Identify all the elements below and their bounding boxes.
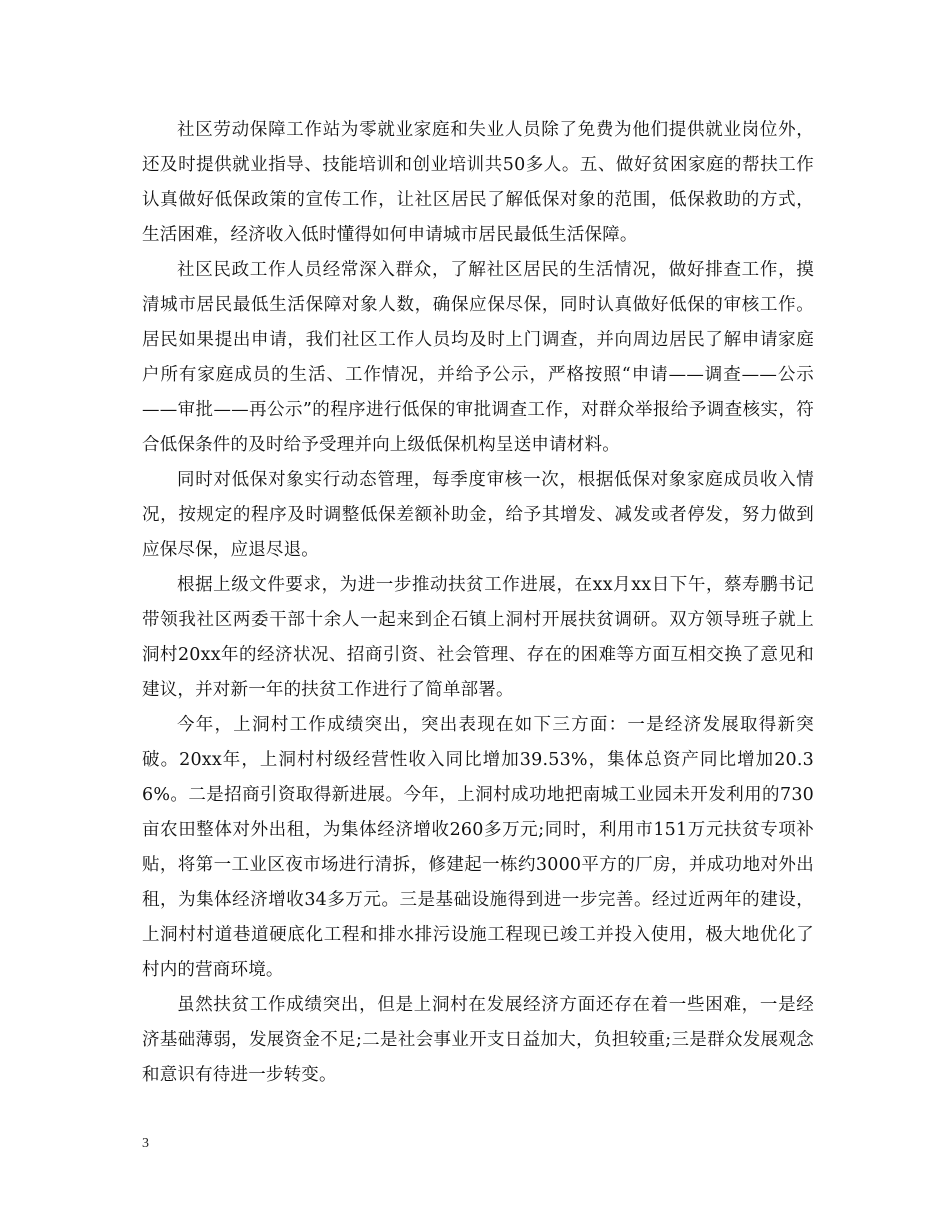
paragraph-civil-affairs-review: 社区民政工作人员经常深入群众，了解社区居民的生活情况，做好排查工作，摸清城市居民最低生活保障对象人数，确保应保尽保，同时认真做好低保的审核工作。居民如果提出申请，我们社区工作人员均及时上门调查，并向周边居民了解申请家庭户所有家庭成员的生活、工作情况，并给予公示，严格按照“申请——调查——公示——审批——再公示”的程序进行低保的审批调查工作，对群众举报给予调查核实，符合低保条件的及时给予受理并向上级低保机构呈送申请材料。 bbox=[142, 260, 814, 455]
page-number: 3 bbox=[142, 1136, 149, 1151]
document-body bbox=[142, 113, 814, 1093]
paragraph-achievements: 今年，上洞村工作成绩突出，突出表现在如下三方面：一是经济发展取得新突破。20xx年，上洞村村级经营性收入同比增加39.53%，集体总资产同比增加20.36%。二是招商引资取得新进展。今年，上洞村成功地把南城工业园未开发利用的730亩农田整体对外出租，为集体经济增收260多万元;同时，利用市151万元扶贫专项补贴，将第一工业区夜市场进行清拆，修建起一栋约3000平方的厂房，并成功地对外出租，为集体经济增收34多万元。三是基础设施得到进一步完善。经过近两年的建设，上洞村村道巷道硬底化工程和排水排污设施工程现已竣工并投入使用，极大地优化了村内的营商环境。 bbox=[142, 715, 814, 980]
paragraph-poverty-research: 根据上级文件要求，为进一步推动扶贫工作进展，在xx月xx日下午，蔡寿鹏书记带领我社区两委干部十余人一起来到企石镇上洞村开展扶贫调研。双方领导班子就上洞村20xx年的经济状况、招商引资、社会管理、存在的困难等方面互相交换了意见和建议，并对新一年的扶贫工作进行了简单部署。 bbox=[142, 575, 814, 700]
paragraph-dynamic-management: 同时对低保对象实行动态管理，每季度审核一次，根据低保对象家庭成员收入情况，按规定的程序及时调整低保差额补助金，给予其增发、减发或者停发，努力做到应保尽保，应退尽退。 bbox=[142, 470, 814, 560]
paragraph-employment-assistance: 社区劳动保障工作站为零就业家庭和失业人员除了免费为他们提供就业岗位外，还及时提供就业指导、技能培训和创业培训共50多人。五、做好贫困家庭的帮扶工作认真做好低保政策的宣传工作，让社区居民了解低保对象的范围，低保救助的方式，生活困难，经济收入低时懂得如何申请城市居民最低生活保障。 bbox=[142, 120, 814, 245]
paragraph-difficulties: 虽然扶贫工作成绩突出，但是上洞村在发展经济方面还存在着一些困难，一是经济基础薄弱，发展资金不足;二是社会事业开支日益加大，负担较重;三是群众发展观念和意识有待进一步转变。 bbox=[142, 995, 814, 1085]
